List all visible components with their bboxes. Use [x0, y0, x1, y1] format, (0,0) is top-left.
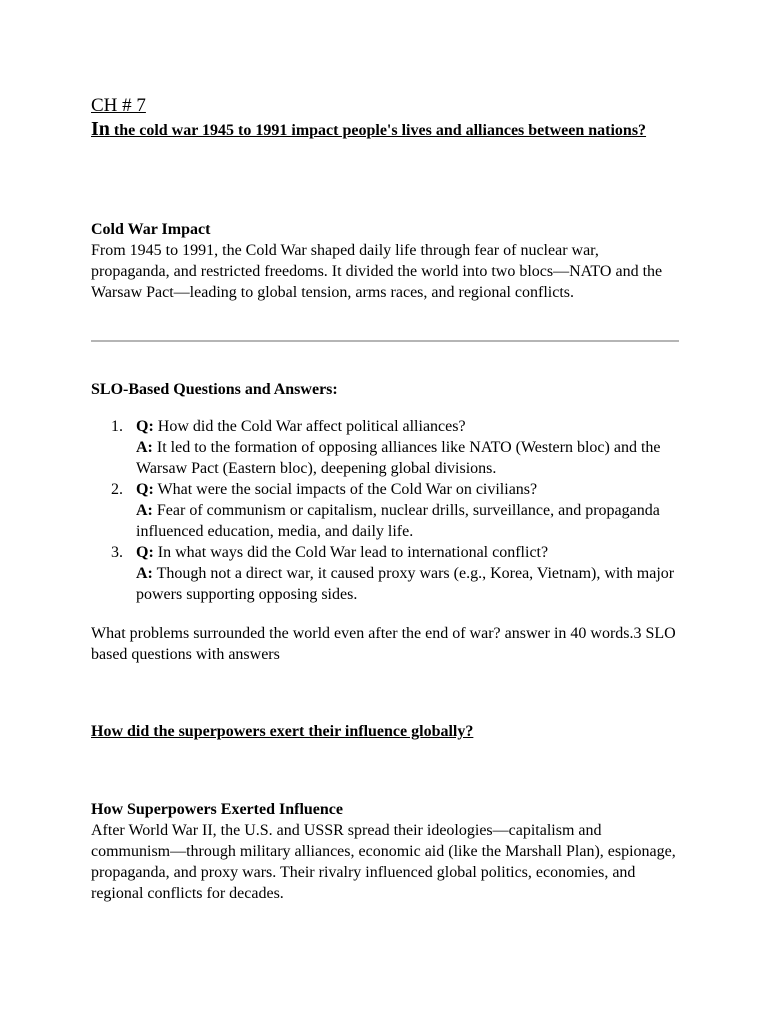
question-line [136, 479, 681, 500]
question-label: Q: [136, 481, 154, 498]
question-text: How did the Cold War affect political alliances? [153, 418, 466, 435]
prompt-paragraph: What problems surrounded the world even after the end of war? answer in 40 words.3 SLO based questions with answers [91, 625, 676, 663]
chapter-question-initial: In [91, 118, 110, 140]
cold-war-impact-section [91, 219, 681, 303]
question-text: What were the social impacts of the Cold War on civilians? [153, 481, 538, 498]
question-label: Q: [136, 418, 154, 435]
superpowers-body: After World War II, the U.S. and USSR spread their ideologies—capitalism and communism—through military alliances, economic aid (like the Marshall Plan), espionage, propaganda, and proxy wars. Their rivalry influenced global politics, economies, and regional conflicts for decades. [91, 822, 676, 902]
horizontal-divider [91, 340, 679, 342]
superpowers-section [91, 799, 681, 904]
answer-line [136, 563, 681, 605]
list-item [91, 479, 681, 542]
superpowers-question: How did the superpowers exert their influence globally? [91, 723, 474, 740]
question-label: Q: [136, 544, 154, 561]
list-item-number: 3. [111, 544, 123, 561]
slo-list-wrapper [91, 416, 681, 605]
answer-line [136, 437, 681, 479]
slo-heading-text: SLO-Based Questions and Answers: [91, 381, 338, 398]
answer-label: A: [136, 502, 153, 519]
question-text: In what ways did the Cold War lead to international conflict? [153, 544, 549, 561]
cold-war-impact-heading: Cold War Impact [91, 221, 211, 238]
question-line [136, 416, 681, 437]
answer-label: A: [136, 439, 153, 456]
list-item-number: 1. [111, 418, 123, 435]
superpowers-heading: How Superpowers Exerted Influence [91, 801, 343, 818]
slo-heading [91, 379, 681, 400]
answer-text: Fear of communism or capitalism, nuclear drills, surveillance, and propaganda influenced education, media, and daily life. [136, 502, 660, 540]
answer-label: A: [136, 565, 153, 582]
answer-text: Though not a direct war, it caused proxy wars (e.g., Korea, Vietnam), with major powers supporting opposing sides. [136, 565, 675, 603]
cold-war-impact-body: From 1945 to 1991, the Cold War shaped daily life through fear of nuclear war, propaganda, and restricted freedoms. It divided the world into two blocs—NATO and the Warsaw Pact—leading to global tension, arms races, and regional conflicts. [91, 242, 663, 301]
chapter-question-rest: the cold war 1945 to 1991 impact people's lives and alliances between nations? [109, 122, 647, 139]
list-item [91, 416, 681, 479]
list-item-number: 2. [111, 481, 123, 498]
list-item [91, 542, 681, 605]
slo-question-list [91, 416, 681, 605]
chapter-question [91, 119, 681, 141]
chapter-title: CH # 7 [91, 95, 146, 116]
answer-line [136, 500, 681, 542]
answer-text: It led to the formation of opposing alliances like NATO (Western bloc) and the Warsaw Pact (Eastern bloc), deepening global divisions. [136, 439, 661, 477]
question-line [136, 542, 681, 563]
